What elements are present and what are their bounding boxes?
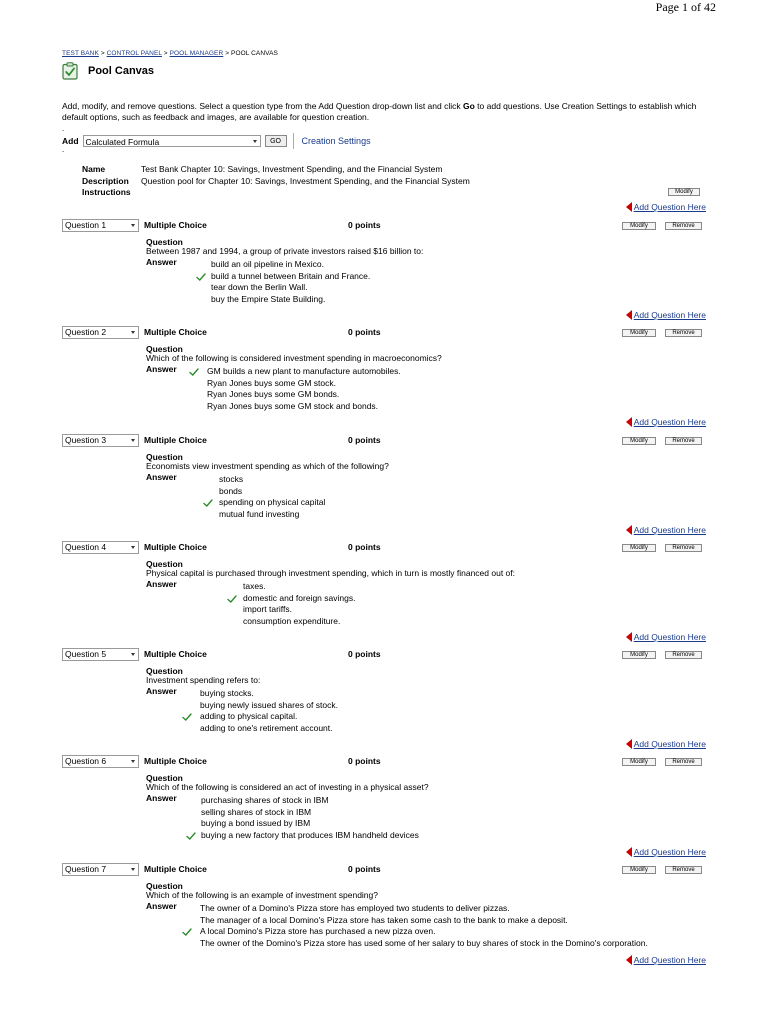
title-row	[62, 60, 154, 82]
question-type: Multiple Choice	[144, 864, 207, 874]
answer-option: buying a new factory that produces IBM handheld devices	[201, 829, 419, 840]
question-number-value: Question 3	[65, 435, 107, 445]
question-label: Question	[146, 237, 183, 247]
answer-option: buying a bond issued by IBM	[201, 818, 311, 828]
remove-question-button[interactable]: Remove	[665, 544, 702, 552]
answer-label: Answer	[146, 257, 177, 267]
breadcrumb	[62, 50, 278, 57]
question-number-value: Question 4	[65, 542, 107, 552]
question-points: 0 points	[348, 649, 381, 659]
separator-dot: .	[62, 124, 65, 133]
answer-option: The owner of the Domino's Pizza store has used some of her salary to buy shares of stock in the Domino's corporation.	[200, 937, 648, 948]
name-value: Test Bank Chapter 10: Savings, Investment Spending, and the Financial System	[141, 164, 443, 174]
intro-part2: to add questions. Use Creation Settings to establish which default options, such as feedback and images, are available for question creation.	[62, 101, 697, 122]
checkmark-icon	[227, 595, 237, 603]
answer-option: consumption expenditure.	[243, 615, 341, 626]
red-arrow-icon	[626, 847, 632, 857]
checkmark-icon	[186, 832, 196, 840]
answer-option: adding to one's retirement account.	[200, 722, 333, 733]
question-type: Multiple Choice	[144, 327, 207, 337]
red-arrow-icon	[626, 632, 632, 642]
modify-question-button[interactable]: Modify	[622, 651, 656, 659]
answer-option: domestic and foreign savings.	[243, 592, 356, 603]
question-points: 0 points	[348, 327, 381, 337]
chevron-down-icon	[131, 653, 135, 656]
clipboard-check-icon	[62, 62, 78, 80]
red-arrow-icon	[626, 525, 632, 535]
question-number-value: Question 7	[65, 864, 107, 874]
chevron-down-icon	[253, 140, 257, 143]
question-points: 0 points	[348, 220, 381, 230]
red-arrow-icon	[626, 955, 632, 965]
answer-label: Answer	[146, 472, 177, 482]
add-question-here[interactable]	[626, 739, 706, 749]
question-text: Investment spending refers to:	[146, 675, 261, 685]
question-number-select[interactable]	[62, 755, 139, 768]
add-question-here-link[interactable]: Add Question Here	[633, 417, 706, 427]
modify-question-button[interactable]: Modify	[622, 329, 656, 337]
answer-option: The owner of a Domino's Pizza store has employed two students to deliver pizzas.	[200, 903, 510, 913]
breadcrumb-current: POOL CANVAS	[231, 50, 278, 57]
question-number-value: Question 1	[65, 220, 107, 230]
pool-name-row	[82, 164, 442, 174]
add-question-here-link[interactable]: Add Question Here	[633, 739, 706, 749]
separator-dot: .	[62, 145, 65, 154]
breadcrumb-control-panel[interactable]: CONTROL PANEL	[106, 50, 162, 57]
red-arrow-icon	[626, 202, 632, 212]
answer-label: Answer	[146, 364, 177, 374]
add-question-here-link[interactable]: Add Question Here	[633, 202, 706, 212]
go-button[interactable]: GO	[265, 135, 287, 147]
modify-question-button[interactable]: Modify	[622, 222, 656, 230]
answer-option: selling shares of stock in IBM	[201, 806, 312, 817]
add-question-here[interactable]	[626, 632, 706, 642]
question-number-select[interactable]	[62, 219, 139, 232]
answer-option: tear down the Berlin Wall.	[211, 282, 308, 292]
question-points: 0 points	[348, 756, 381, 766]
modify-question-button[interactable]: Modify	[622, 866, 656, 874]
question-number-value: Question 5	[65, 649, 107, 659]
add-question-here-link[interactable]: Add Question Here	[633, 632, 706, 642]
answer-option: Ryan Jones buys some GM stock and bonds.	[207, 400, 379, 411]
chevron-down-icon	[131, 546, 135, 549]
modify-question-button[interactable]: Modify	[622, 437, 656, 445]
intro-part1: Add, modify, and remove questions. Select a question type from the Add Question drop-down list and click	[62, 101, 463, 111]
remove-question-button[interactable]: Remove	[665, 758, 702, 766]
modify-question-button[interactable]: Modify	[622, 544, 656, 552]
add-question-here[interactable]	[626, 310, 706, 320]
question-text: Economists view investment spending as which of the following?	[146, 461, 389, 471]
answer-label: Answer	[146, 793, 177, 803]
question-type: Multiple Choice	[144, 220, 207, 230]
question-label: Question	[146, 666, 183, 676]
question-type: Multiple Choice	[144, 649, 207, 659]
question-text: Which of the following is considered an act of investing in a physical asset?	[146, 782, 429, 792]
question-type: Multiple Choice	[144, 542, 207, 552]
chevron-down-icon	[131, 868, 135, 871]
red-arrow-icon	[626, 739, 632, 749]
answer-option: The manager of a local Domino's Pizza store has taken some cash to the bank to make a deposit.	[200, 914, 568, 925]
checkmark-icon	[196, 273, 206, 281]
checkmark-icon	[182, 928, 192, 936]
chevron-down-icon	[131, 439, 135, 442]
question-type: Multiple Choice	[144, 435, 207, 445]
question-points: 0 points	[348, 542, 381, 552]
description-label: Description	[82, 176, 129, 186]
question-type-select[interactable]	[83, 135, 261, 147]
checkmark-icon	[182, 713, 192, 721]
question-points: 0 points	[348, 435, 381, 445]
add-question-here[interactable]	[626, 955, 706, 965]
question-number-select[interactable]	[62, 434, 139, 447]
question-type: Multiple Choice	[144, 756, 207, 766]
pool-instructions-row	[82, 187, 141, 197]
add-question-bar	[62, 133, 371, 149]
pool-description-row	[82, 176, 470, 186]
answer-option: build an oil pipeline in Mexico.	[211, 259, 324, 269]
add-label: Add	[62, 136, 79, 146]
answer-option: build a tunnel between Britain and France.	[211, 270, 371, 281]
answer-option: buying newly issued shares of stock.	[200, 699, 338, 710]
question-label: Question	[146, 344, 183, 354]
modify-pool-button[interactable]: Modify	[668, 188, 700, 196]
remove-question-button[interactable]: Remove	[665, 866, 702, 874]
breadcrumb-pool-manager[interactable]: POOL MANAGER	[169, 50, 224, 57]
question-number-select[interactable]	[62, 326, 139, 339]
answer-option: spending on physical capital	[219, 497, 326, 507]
answer-option: taxes.	[243, 581, 266, 591]
divider	[293, 133, 294, 149]
question-label: Question	[146, 881, 183, 891]
add-question-here-link[interactable]: Add Question Here	[633, 310, 706, 320]
answer-option: buying stocks.	[200, 688, 254, 698]
answer-option: A local Domino's Pizza store has purchased a new pizza oven.	[200, 926, 436, 936]
intro-go-word: Go	[462, 101, 475, 111]
chevron-down-icon	[131, 331, 135, 334]
question-number-select[interactable]	[62, 541, 139, 554]
name-label: Name	[82, 164, 106, 174]
add-question-here[interactable]	[626, 525, 706, 535]
modify-question-button[interactable]: Modify	[622, 758, 656, 766]
intro-text	[62, 101, 722, 122]
breadcrumb-separator: >	[225, 50, 230, 57]
add-question-here-link[interactable]: Add Question Here	[633, 525, 706, 535]
answer-option: stocks	[219, 474, 244, 484]
question-number-select[interactable]	[62, 648, 139, 661]
question-text: Physical capital is purchased through investment spending, which in turn is mostly financed out of:	[146, 568, 516, 578]
question-points: 0 points	[348, 864, 381, 874]
question-number-select[interactable]	[62, 863, 139, 876]
answer-option: purchasing shares of stock in IBM	[201, 795, 329, 805]
add-question-here-link[interactable]: Add Question Here	[633, 847, 706, 857]
answer-label: Answer	[146, 901, 177, 911]
page-title: Pool Canvas	[88, 65, 155, 77]
question-text: Which of the following is considered investment spending in macroeconomics?	[146, 353, 442, 363]
page-number: Page 1 of 42	[655, 0, 716, 14]
add-question-here-link[interactable]: Add Question Here	[633, 955, 706, 965]
answer-option: adding to physical capital.	[200, 711, 298, 721]
answer-option: buy the Empire State Building.	[211, 293, 326, 304]
answer-option: GM builds a new plant to manufacture automobiles.	[207, 366, 401, 376]
remove-question-button[interactable]: Remove	[665, 651, 702, 659]
question-label: Question	[146, 773, 183, 783]
question-number-value: Question 2	[65, 327, 107, 337]
question-label: Question	[146, 452, 183, 462]
add-question-here[interactable]	[626, 417, 706, 427]
breadcrumb-separator: >	[100, 50, 105, 57]
question-text: Which of the following is an example of investment spending?	[146, 890, 378, 900]
answer-option: Ryan Jones buys some GM stock.	[207, 377, 336, 388]
breadcrumb-separator: >	[163, 50, 168, 57]
chevron-down-icon	[131, 224, 135, 227]
breadcrumb-test-bank[interactable]: TEST BANK	[62, 50, 99, 57]
answer-option: bonds	[219, 485, 243, 496]
checkmark-icon	[189, 368, 199, 376]
question-type-value: Calculated Formula	[85, 137, 160, 147]
instructions-label: Instructions	[82, 187, 131, 197]
question-label: Question	[146, 559, 183, 569]
remove-question-button[interactable]: Remove	[665, 437, 702, 445]
checkmark-icon	[203, 499, 213, 507]
question-text: Between 1987 and 1994, a group of private investors raised $16 billion to:	[146, 246, 424, 256]
red-arrow-icon	[626, 310, 632, 320]
answer-option: Ryan Jones buys some GM bonds.	[207, 389, 340, 399]
answer-option: mutual fund investing	[219, 508, 300, 519]
chevron-down-icon	[131, 760, 135, 763]
answer-label: Answer	[146, 686, 177, 696]
answer-option: import tariffs.	[243, 604, 292, 614]
question-number-value: Question 6	[65, 756, 107, 766]
answer-label: Answer	[146, 579, 177, 589]
add-question-here[interactable]	[626, 847, 706, 857]
remove-question-button[interactable]: Remove	[665, 222, 702, 230]
description-value: Question pool for Chapter 10: Savings, Investment Spending, and the Financial System	[141, 176, 470, 186]
red-arrow-icon	[626, 417, 632, 427]
add-question-here[interactable]	[626, 202, 706, 212]
remove-question-button[interactable]: Remove	[665, 329, 702, 337]
creation-settings-link[interactable]: Creation Settings	[301, 136, 371, 146]
